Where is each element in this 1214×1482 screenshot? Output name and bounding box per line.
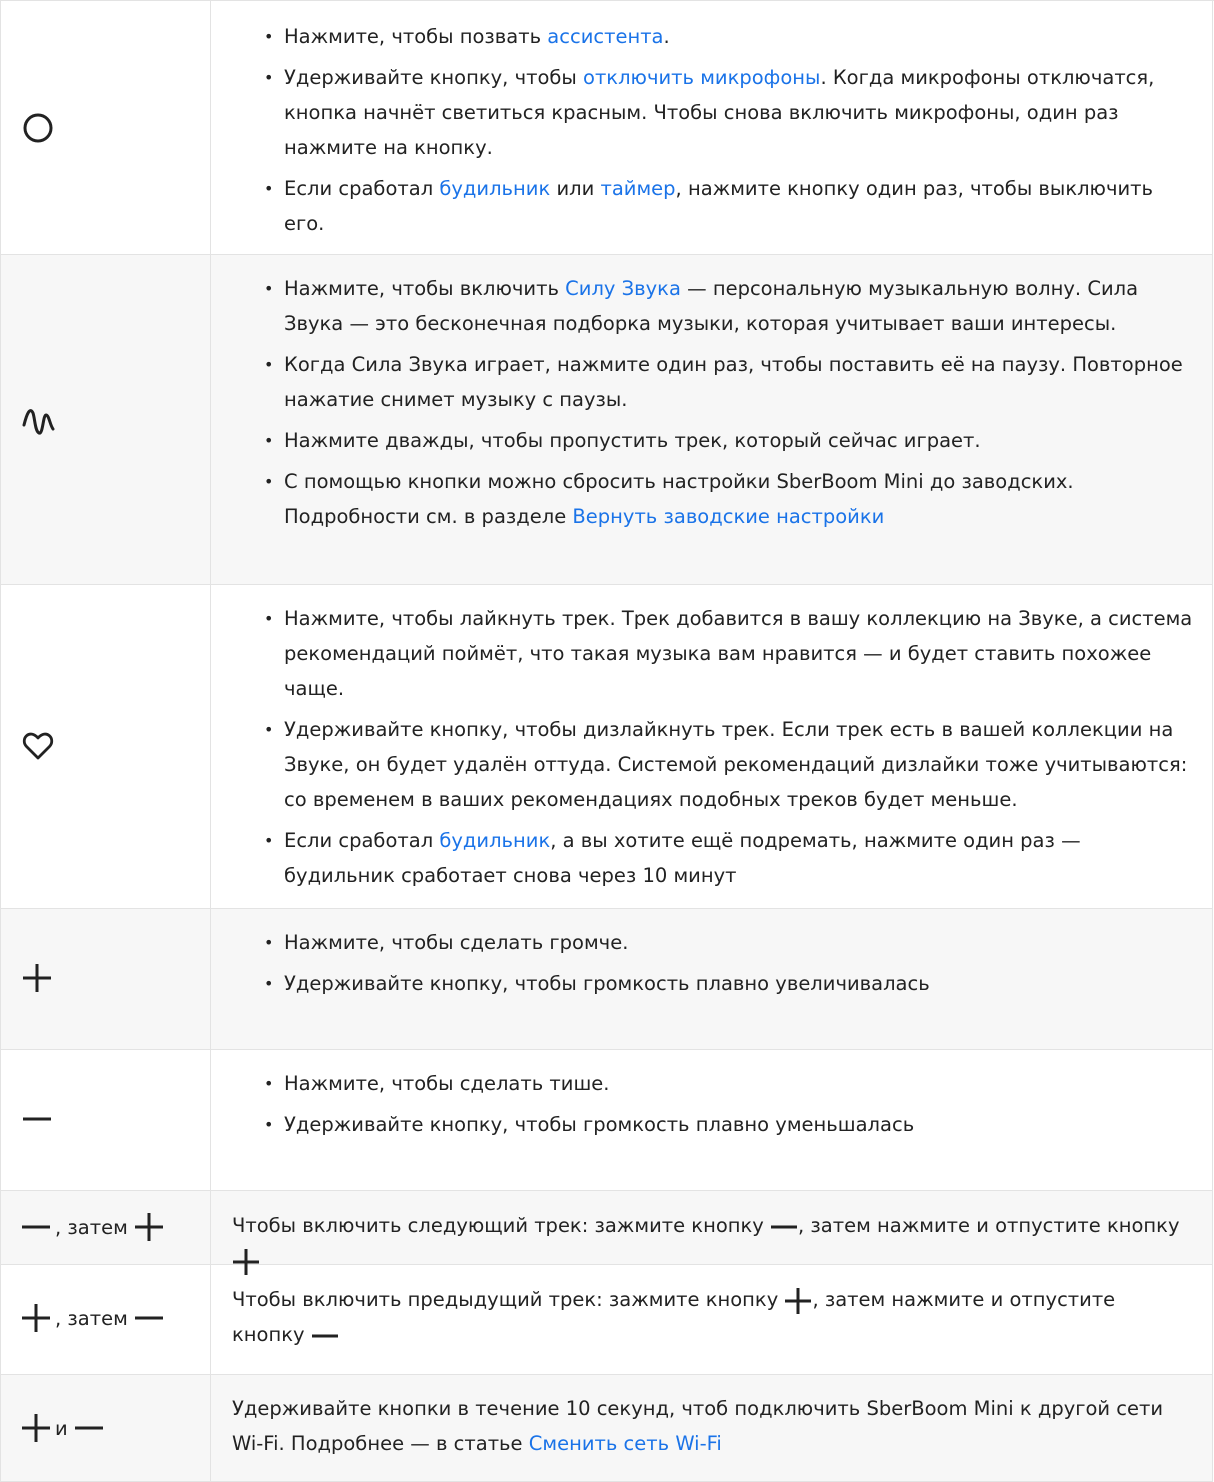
- table-row-sound-wave-button: [0, 255, 1213, 585]
- icon-cell: [1, 585, 211, 908]
- description-text: Удерживайте кнопки в течение 10 секунд, чтоб подключить SberBoom Mini к другой сети Wi-Fi. Подробнее — в статье Сменить сеть Wi-Fi: [232, 1397, 1164, 1455]
- assistant-link[interactable]: ассистента: [547, 25, 664, 48]
- minus-icon: [770, 1213, 798, 1241]
- icon-cell: [1, 1191, 211, 1264]
- list-item: • Нажмите, чтобы позвать ассистента.: [264, 19, 1194, 54]
- bullet-list: [264, 925, 1194, 1007]
- list-item: • Нажмите дважды, чтобы пропустить трек, который сейчас играет.: [264, 423, 1194, 458]
- list-item: • Удерживайте кнопку, чтобы отключить микрофоны. Когда микрофоны отключатся, кнопка начнёт светиться красным. Чтобы снова включить микрофоны, один раз нажмите на кнопку.: [264, 60, 1194, 165]
- combo-connector: и: [55, 1416, 68, 1440]
- table-row-previous-track: [0, 1265, 1213, 1375]
- list-item: • Удерживайте кнопку, чтобы громкость плавно уменьшалась: [264, 1107, 1194, 1142]
- list-item: • Если сработал будильник или таймер, нажмите кнопку один раз, чтобы выключить его.: [264, 171, 1194, 241]
- heart-icon: [21, 729, 55, 763]
- icon-cell: [1, 1050, 211, 1190]
- bullet-list: [264, 271, 1194, 540]
- table-row-next-track: [0, 1191, 1213, 1265]
- list-item: • С помощью кнопки можно сбросить настройки SberBoom Mini до заводских. Подробности см. в разделе Вернуть заводские настройки: [264, 464, 1194, 534]
- button-combo: [21, 1303, 164, 1333]
- button-combo: [21, 1212, 164, 1242]
- list-item: • Удерживайте кнопку, чтобы дизлайкнуть трек. Если трек есть в вашей коллекции на Звуке, он будет удалён оттуда. Системой рекомендаций дизлайки тоже учитываются: со временем в ваших рекомендациях подобных треков будет меньше.: [264, 712, 1194, 817]
- minus-icon: [21, 1103, 53, 1135]
- list-item: • Когда Сила Звука играет, нажмите один раз, чтобы поставить её на паузу. Повторное нажатие снимет музыку с паузы.: [264, 347, 1194, 417]
- description-cell: [212, 1191, 1212, 1264]
- bullet-list: [264, 601, 1194, 899]
- description-cell: [212, 585, 1212, 908]
- bullet-list: [264, 1066, 1194, 1148]
- table-row-assistant-button: [0, 1, 1213, 255]
- table-row-volume-up-button: [0, 909, 1213, 1050]
- description-cell: [212, 1265, 1212, 1374]
- circle-icon: [21, 111, 55, 145]
- combo-connector: , затем: [55, 1215, 128, 1239]
- plus-icon: [134, 1212, 164, 1242]
- table-row-change-wifi: [0, 1375, 1213, 1482]
- timer-link[interactable]: таймер: [600, 177, 676, 200]
- description-cell: [212, 909, 1212, 1049]
- list-item: • Если сработал будильник, а вы хотите ещё подремать, нажмите один раз — будильник сработает снова через 10 минут: [264, 823, 1194, 893]
- list-item: • Нажмите, чтобы включить Силу Звука — персональную музыкальную волну. Сила Звука — это бесконечная подборка музыки, которая учитывает ваши интересы.: [264, 271, 1194, 341]
- description-cell: [212, 255, 1212, 584]
- icon-cell: [1, 1375, 211, 1481]
- table-row-volume-down-button: [0, 1050, 1213, 1191]
- wave-icon: [21, 403, 57, 439]
- button-combo: [21, 1413, 104, 1443]
- plus-icon: [784, 1287, 812, 1315]
- description-cell: [212, 1375, 1212, 1481]
- combo-connector: , затем: [55, 1306, 128, 1330]
- list-item: • Нажмите, чтобы сделать громче.: [264, 925, 1194, 960]
- plus-icon: [21, 1413, 51, 1443]
- minus-icon: [311, 1322, 339, 1350]
- icon-cell: [1, 909, 211, 1049]
- bullet-list: [264, 19, 1194, 247]
- minus-icon: [21, 1212, 51, 1242]
- table-row-like-button: [0, 585, 1213, 909]
- icon-cell: [1, 255, 211, 584]
- sound-power-link[interactable]: Силу Звука: [565, 277, 681, 300]
- minus-icon: [74, 1413, 104, 1443]
- alarm-link[interactable]: будильник: [439, 829, 551, 852]
- change-wifi-link[interactable]: Сменить сеть Wi-Fi: [528, 1432, 722, 1455]
- minus-icon: [134, 1303, 164, 1333]
- icon-cell: [1, 1265, 211, 1374]
- description-cell: [212, 1, 1212, 254]
- alarm-link[interactable]: будильник: [439, 177, 551, 200]
- list-item: • Нажмите, чтобы сделать тише.: [264, 1066, 1194, 1101]
- description-text: Чтобы включить следующий трек: зажмите кнопку , затем нажмите и отпустите кнопку: [232, 1208, 1190, 1278]
- mute-microphones-link[interactable]: отключить микрофоны: [583, 66, 821, 89]
- plus-icon: [21, 1303, 51, 1333]
- plus-icon: [21, 962, 53, 994]
- icon-cell: [1, 1, 211, 254]
- description-cell: [212, 1050, 1212, 1190]
- list-item: • Нажмите, чтобы лайкнуть трек. Трек добавится в вашу коллекцию на Звуке, а система рекомендаций поймёт, что такая музыка вам нравится — и будет ставить похожее чаще.: [264, 601, 1194, 706]
- description-text: Чтобы включить предыдущий трек: зажмите кнопку , затем нажмите и отпустите кнопку: [232, 1282, 1190, 1352]
- list-item: • Удерживайте кнопку, чтобы громкость плавно увеличивалась: [264, 966, 1194, 1001]
- factory-reset-link[interactable]: Вернуть заводские настройки: [572, 505, 885, 528]
